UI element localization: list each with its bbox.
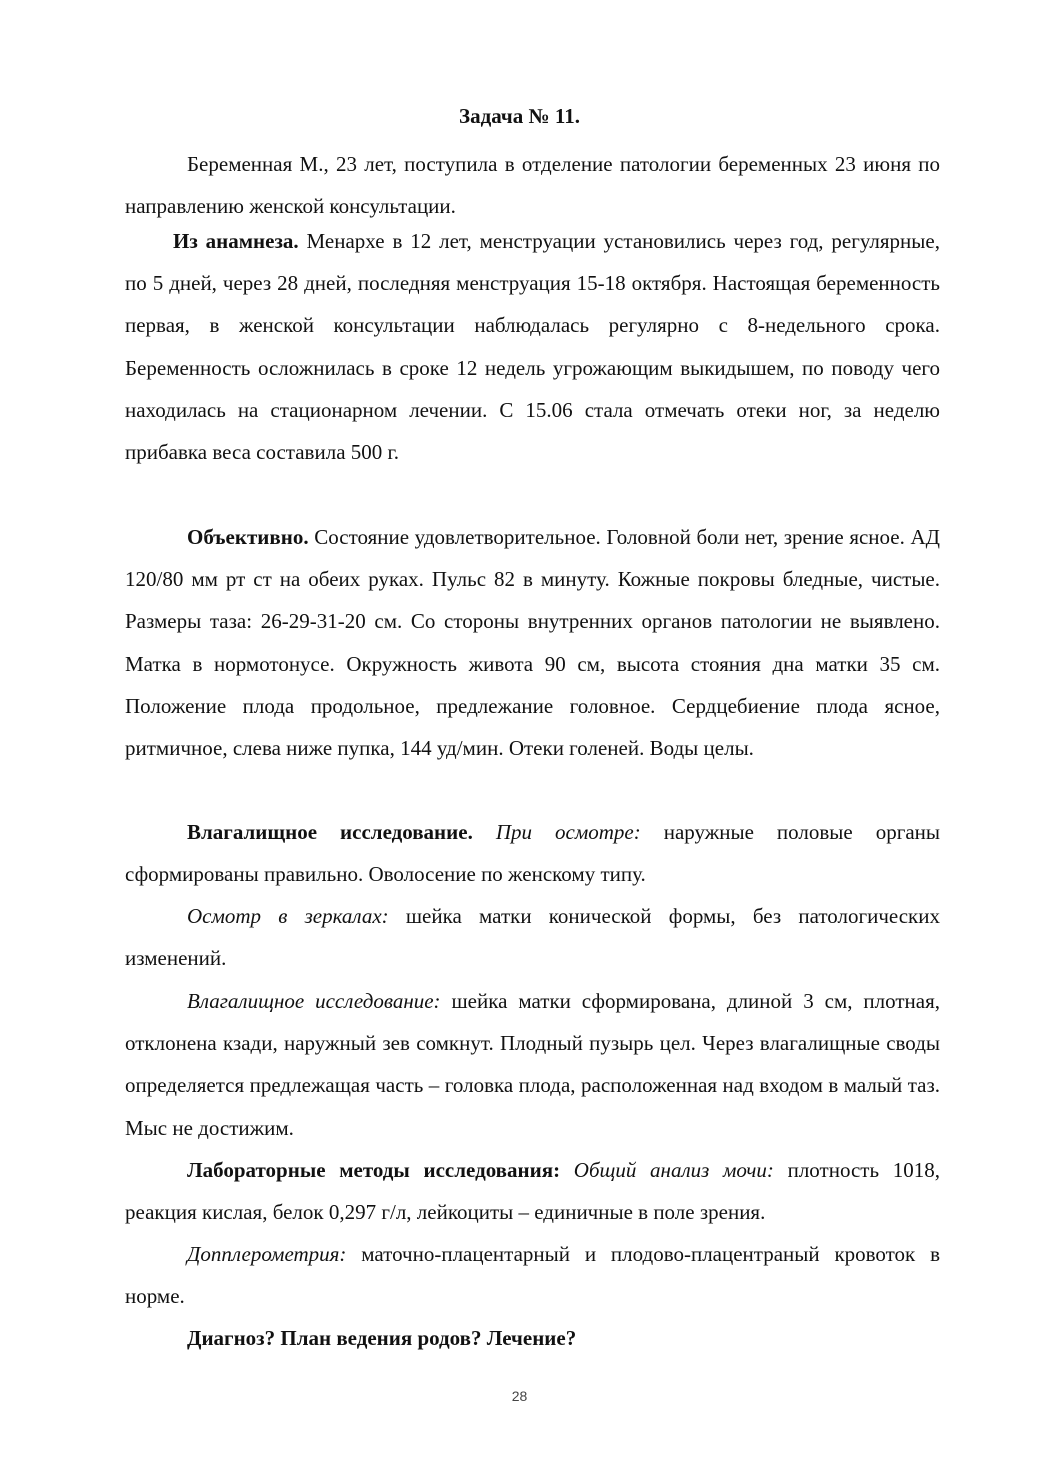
doppler-block <box>125 1233 940 1317</box>
page-number: 28 <box>511 1388 528 1404</box>
anamnesis-label: Из анамнеза. <box>173 229 299 253</box>
urine-text: плотность 1018, реакция кислая, белок 0,297 г/л, лейкоциты – единичные в поле зрения. <box>125 1158 940 1225</box>
questions-paragraph <box>125 1317 940 1359</box>
objective-paragraph <box>125 516 940 769</box>
anamnesis-paragraph <box>125 220 940 473</box>
lab-block <box>125 1149 940 1233</box>
objective-label: Объективно. <box>187 525 309 549</box>
speculum-label: Осмотр в зеркалах: <box>187 904 389 928</box>
vaginal-exam-paragraph <box>125 980 940 1149</box>
anamnesis-block <box>125 220 940 473</box>
speculum-block <box>125 895 940 979</box>
doppler-text: маточно-плацентарный и плодово-плацентраный кровоток в норме. <box>125 1242 940 1309</box>
intro-block <box>125 143 940 227</box>
anamnesis-text: Менархе в 12 лет, менструации установились через год, регулярные, по 5 дней, через 28 дней, последняя менструация 15-18 октября. Настоящая беременность первая, в женской консультации наблюдалась регулярно с 8-недельного срока. Беременность осложнилась в сроке 12 недель угрожающим выкидышем, по поводу чего находилась на стационарном лечении. С 15.06 стала отмечать отеки ног, за неделю прибавка веса составила 500 г. <box>125 229 940 465</box>
questions-text: Диагноз? План ведения родов? Лечение? <box>187 1326 577 1350</box>
speculum-paragraph <box>125 895 940 979</box>
vaginal-label: Влагалищное исследование. <box>187 820 473 844</box>
urine-label: Общий анализ мочи: <box>560 1158 774 1182</box>
vaginal-exam-block <box>125 980 940 1149</box>
task-title: Задача № 11. <box>459 104 580 128</box>
intro-paragraph: Беременная М., 23 лет, поступила в отделение патологии беременных 23 июня по направлению женской консультации. <box>125 152 940 219</box>
vaginal-paragraph <box>125 811 940 895</box>
lab-label: Лабораторные методы исследования: <box>187 1158 561 1182</box>
vaginal-block <box>125 811 940 895</box>
objective-block <box>125 516 940 769</box>
objective-text: Состояние удовлетворительное. Головной боли нет, зрение ясное. АД 120/80 мм рт ст на обеих руках. Пульс 82 в минуту. Кожные покровы бледные, чистые. Размеры таза: 26-29-31-20 см. Со стороны внутренних органов патологии не выявлено. Матка в нормотонусе. Окружность живота 90 см, высота стояния дна матки 35 см. Положение плода продольное, предлежание головное. Сердцебиение плода ясное, ритмичное, слева ниже пупка, 144 уд/мин. Отеки голеней. Воды целы. <box>125 525 940 761</box>
inspection-text: наружные половые органы сформированы правильно. Оволосение по женскому типу. <box>125 820 940 887</box>
questions-block <box>125 1317 940 1359</box>
lab-paragraph <box>125 1149 940 1233</box>
inspection-label: При осмотре: <box>472 820 641 844</box>
vaginal-exam-label: Влагалищное исследование: <box>187 989 441 1013</box>
speculum-text: шейка матки конической формы, без патологических изменений. <box>125 904 941 971</box>
doppler-paragraph <box>125 1233 940 1317</box>
vaginal-exam-text: шейка матки сформирована, длиной 3 см, плотная, отклонена кзади, наружный зев сомкнут. Плодный пузырь цел. Через влагалищные своды определяется предлежащая часть – головка плода, расположенная над входом в малый таз. Мыс не достижим. <box>125 989 940 1140</box>
doppler-label: Допплерометрия: <box>187 1242 347 1266</box>
